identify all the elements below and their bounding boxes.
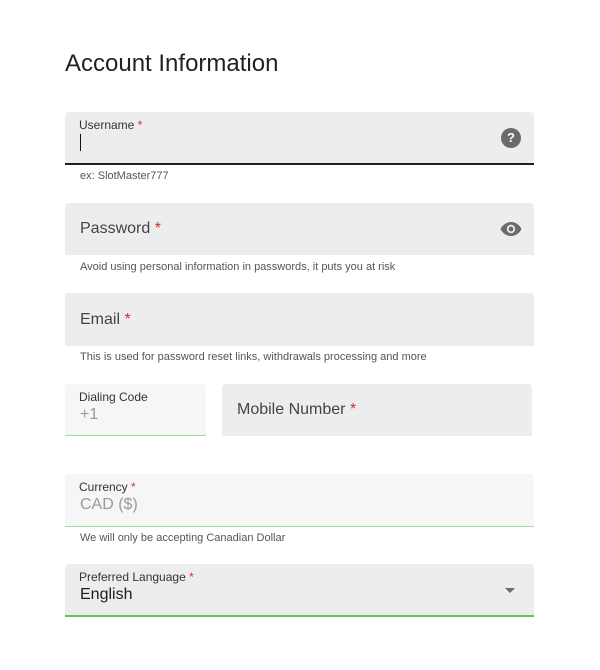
language-value: English <box>80 586 133 603</box>
language-select[interactable] <box>65 564 534 617</box>
username-label: Username * <box>79 118 143 132</box>
email-label: Email * <box>80 311 131 328</box>
chevron-down-icon[interactable] <box>505 588 515 593</box>
page-title: Account Information <box>65 50 279 77</box>
email-helper: This is used for password reset links, withdrawals processing and more <box>80 351 427 363</box>
currency-field <box>65 474 534 527</box>
mobile-number-field[interactable] <box>222 384 532 436</box>
password-label: Password * <box>80 220 161 237</box>
username-field[interactable] <box>65 112 534 165</box>
currency-label: Currency * <box>79 480 136 494</box>
dialing-code-field[interactable] <box>65 384 206 436</box>
help-icon[interactable]: ? <box>501 128 521 148</box>
password-helper: Avoid using personal information in passwords, it puts you at risk <box>80 261 396 273</box>
text-cursor <box>80 134 81 151</box>
password-field[interactable] <box>65 203 534 255</box>
language-label: Preferred Language * <box>79 570 194 584</box>
mobile-number-label: Mobile Number * <box>237 401 357 418</box>
currency-value: CAD ($) <box>80 496 138 513</box>
email-field[interactable] <box>65 293 534 346</box>
eye-icon[interactable] <box>499 219 523 239</box>
username-helper: ex: SlotMaster777 <box>80 170 169 182</box>
dialing-code-value: +1 <box>80 406 99 423</box>
dialing-code-label: Dialing Code <box>79 390 148 404</box>
currency-helper: We will only be accepting Canadian Dollar <box>80 532 286 544</box>
